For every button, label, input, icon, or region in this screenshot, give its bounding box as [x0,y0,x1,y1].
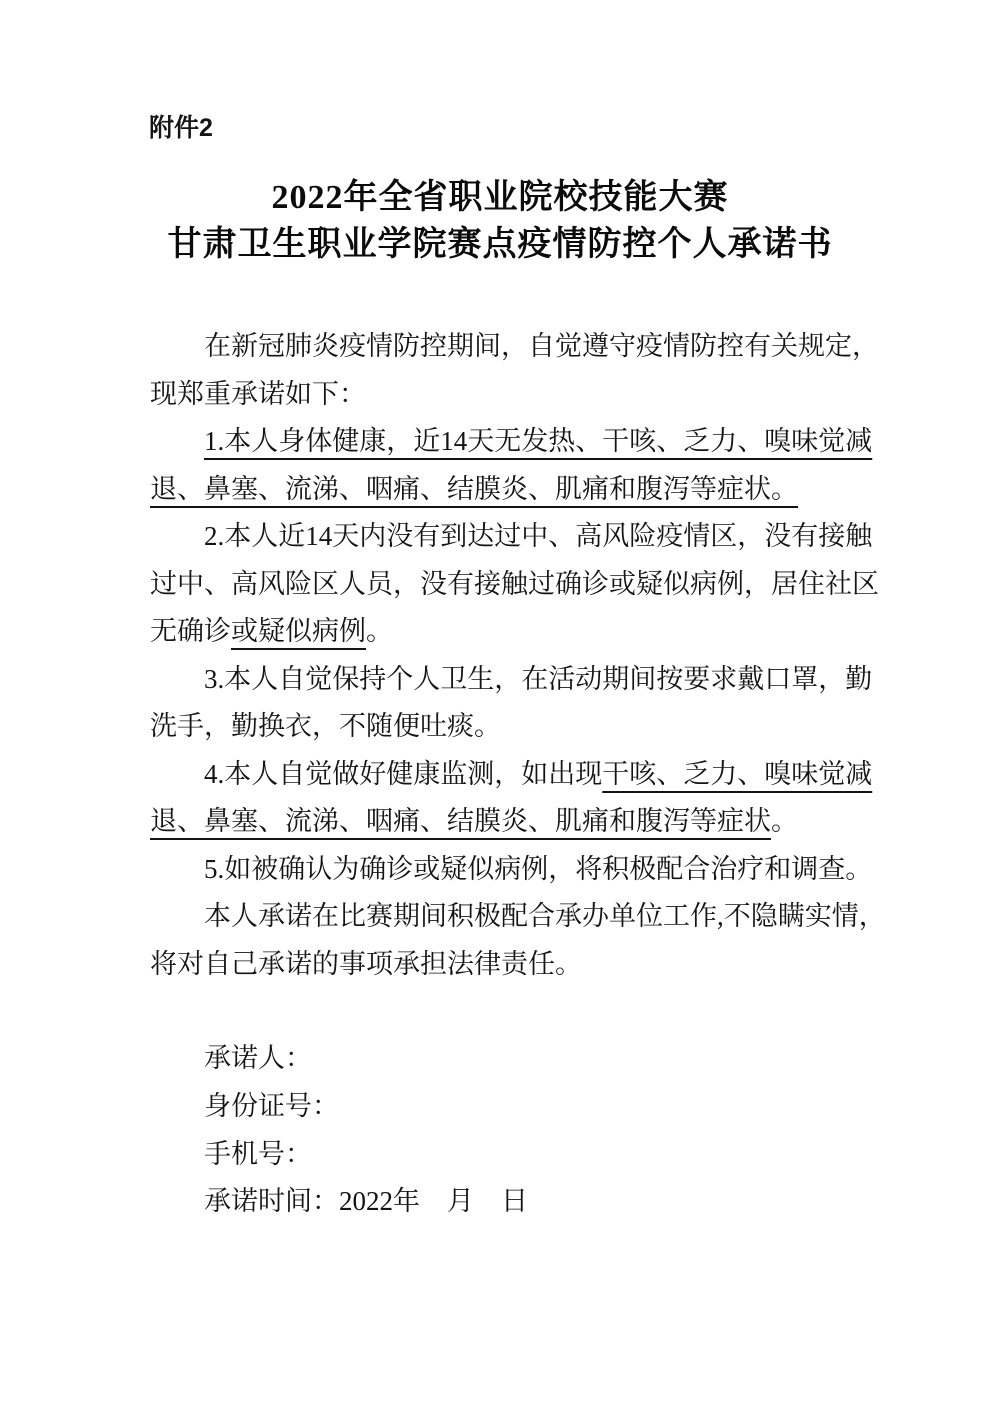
body-text: 5.如被确认为确诊或疑似病例，将积极配合治疗和调查。 [204,853,873,884]
body-text: 将对自己承诺的事项承担法律责任。 [150,948,582,979]
body-line [150,323,890,371]
underlined-text: 退、鼻塞、流涕、咽痛、结膜炎、肌痛和腹泻等症状 [150,806,771,836]
body-text: 本人承诺在比赛期间积极配合承办单位工作,不隐瞒实情， [204,901,886,931]
body-line [150,466,890,514]
document-title [30,174,970,268]
body-line [150,798,890,846]
body-line [150,703,890,751]
body-text: 洗手，勤换衣，不随便吐痰。 [150,711,501,741]
body-text: 过中、高风险区人员，没有接触过确诊或疑似病例，居住社区 [150,568,879,599]
body-text: 无确诊 [150,616,231,646]
body-text: 2.本人近14天内没有到达过中、高风险疫情区，没有接触 [204,521,873,551]
body-line [150,418,890,466]
attachment-label: 附件2 [149,114,213,142]
signature-block [204,1035,528,1226]
body-text: 3.本人自觉保持个人卫生，在活动期间按要求戴口罩，勤 [204,663,873,694]
body-text: 。 [366,616,393,646]
body-line [150,893,890,941]
signature-line: 身份证号： [204,1090,339,1121]
body-line [150,513,890,561]
signature-line: 承诺人： [204,1043,312,1073]
document-body [150,323,890,988]
body-text: 在新冠肺炎疫情防控期间，自觉遵守疫情防控有关规定， [204,331,879,361]
body-line [150,941,890,989]
underlined-text: 退、鼻塞、流涕、咽痛、结膜炎、肌痛和腹泻等症状。 [150,473,798,504]
body-line [150,846,890,894]
underlined-text: 1.本人身体健康，近14天无发热、干咳、乏力、嗅味觉减 [204,426,873,456]
signature-line: 手机号： [204,1138,312,1169]
underlined-text: 或疑似病例 [231,616,366,646]
body-text: 4.本人自觉做好健康监测，如出现 [204,758,603,789]
body-text: 。 [771,806,798,836]
body-line [150,656,890,704]
signature-line: 承诺时间：2022年 月 日 [204,1186,528,1217]
body-line [150,751,890,799]
body-text: 现郑重承诺如下： [150,378,366,409]
underlined-text: 干咳、乏力、嗅味觉减 [602,758,873,789]
body-line [150,371,890,419]
title-line-2: 甘肃卫生职业学院赛点疫情防控个人承诺书 [167,226,833,263]
body-line [150,561,890,609]
body-line [150,608,890,656]
title-line-1: 2022年全省职业院校技能大赛 [271,179,729,216]
